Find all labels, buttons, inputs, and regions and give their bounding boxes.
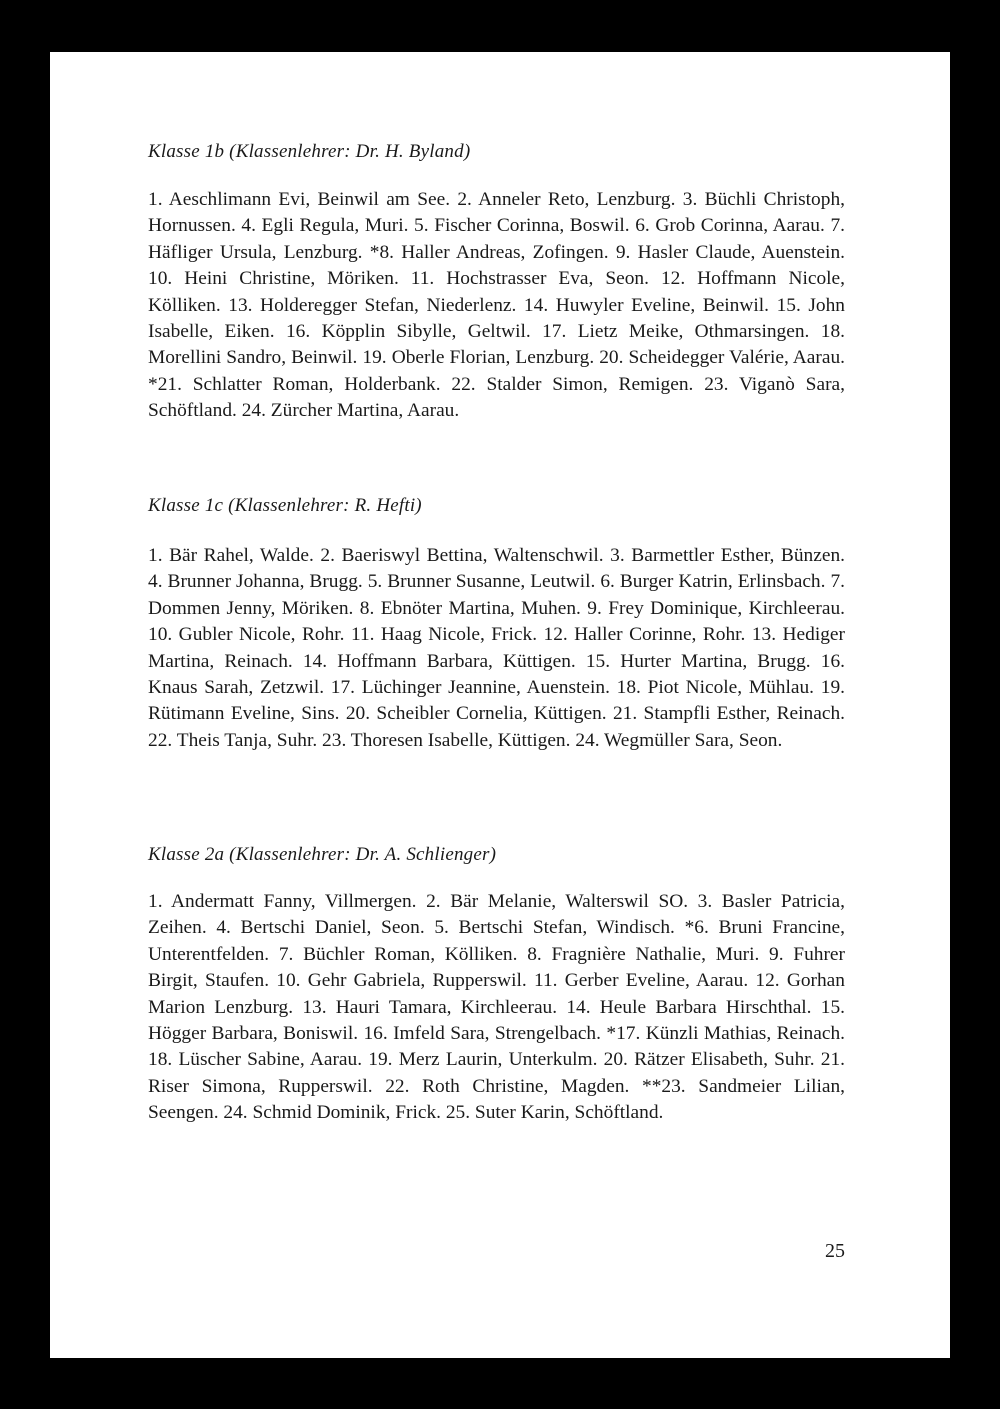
document-page (50, 52, 950, 1358)
student-list: 1. Bär Rahel, Walde. 2. Baeriswyl Bettina, Waltenschwil. 3. Barmettler Esther, Bünzen. 4. Brunner Johanna, Brugg. 5. Brunner Susanne, Leutwil. 6. Burger Katrin, Erlinsbach. 7. Dommen Jenny, Möriken. 8. Ebnöter Martina, Muhen. 9. Frey Dominique, Kirchleerau. 10. Gubler Nicole, Rohr. 11. Haag Nicole, Frick. 12. Haller Corinne, Rohr. 13. Hediger Martina, Reinach. 14. Hoffmann Barbara, Küttigen. 15. Hurter Martina, Brugg. 16. Knaus Sarah, Zetzwil. 17. Lüchinger Jeannine, Auenstein. 18. Piot Nicole, Mühlau. 19. Rütimann Eveline, Sins. 20. Scheibler Cornelia, Küttigen. 21. Stampfli Esther, Reinach. 22. Theis Tanja, Suhr. 23. Thoresen Isabelle, Küttigen. 24. Wegmüller Sara, Seon. (148, 545, 845, 751)
section-heading: Klasse 1b (Klassenlehrer: Dr. H. Byland) (148, 141, 471, 162)
section-heading: Klasse 1c (Klassenlehrer: R. Hefti) (148, 495, 422, 516)
student-list: 1. Andermatt Fanny, Villmergen. 2. Bär Melanie, Walterswil SO. 3. Basler Patricia, Zeihen. 4. Bertschi Daniel, Seon. 5. Bertschi Stefan, Windisch. *6. Bruni Francine, Unterentfelden. 7. Büchler Roman, Kölliken. 8. Fragnière Nathalie, Muri. 9. Fuhrer Birgit, Staufen. 10. Gehr Gabriela, Rupperswil. 11. Gerber Eveline, Aarau. 12. Gorhan Marion Lenzburg. 13. Hauri Tamara, Kirchleerau. 14. Heule Barbara Hirschthal. 15. Högger Barbara, Boniswil. 16. Imfeld Sara, Strengelbach. *17. Künzli Mathias, Reinach. 18. Lüscher Sabine, Aarau. 19. Merz Laurin, Unterkulm. 20. Rätzer Elisabeth, Suhr. 21. Riser Simona, Rupperswil. 22. Roth Christine, Magden. **23. Sandmeier Lilian, Seengen. 24. Schmid Dominik, Frick. 25. Suter Karin, Schöftland. (148, 891, 845, 1124)
class-section-1b (148, 139, 845, 425)
class-section-2a (148, 842, 845, 1127)
page-number: 25 (825, 1240, 845, 1262)
section-heading: Klasse 2a (Klassenlehrer: Dr. A. Schlienger) (148, 844, 497, 865)
student-list: 1. Aeschlimann Evi, Beinwil am See. 2. Anneler Reto, Lenzburg. 3. Büchli Christoph, Hornussen. 4. Egli Regula, Muri. 5. Fischer Corinna, Boswil. 6. Grob Corinna, Aarau. 7. Häfliger Ursula, Lenzburg. *8. Haller Andreas, Zofingen. 9. Hasler Claude, Auenstein. 10. Heini Christine, Möriken. 11. Hochstrasser Eva, Seon. 12. Hoffmann Nicole, Kölliken. 13. Holderegger Stefan, Niederlenz. 14. Huwyler Eveline, Beinwil. 15. John Isabelle, Eiken. 16. Köpplin Sibylle, Geltwil. 17. Lietz Meike, Othmarsingen. 18. Morellini Sandro, Beinwil. 19. Oberle Florian, Lenzburg. 20. Scheidegger Valérie, Aarau. *21. Schlatter Roman, Holderbank. 22. Stalder Simon, Remigen. 23. Viganò Sara, Schöftland. 24. Zürcher Martina, Aarau. (148, 189, 845, 422)
class-section-1c (148, 493, 845, 754)
